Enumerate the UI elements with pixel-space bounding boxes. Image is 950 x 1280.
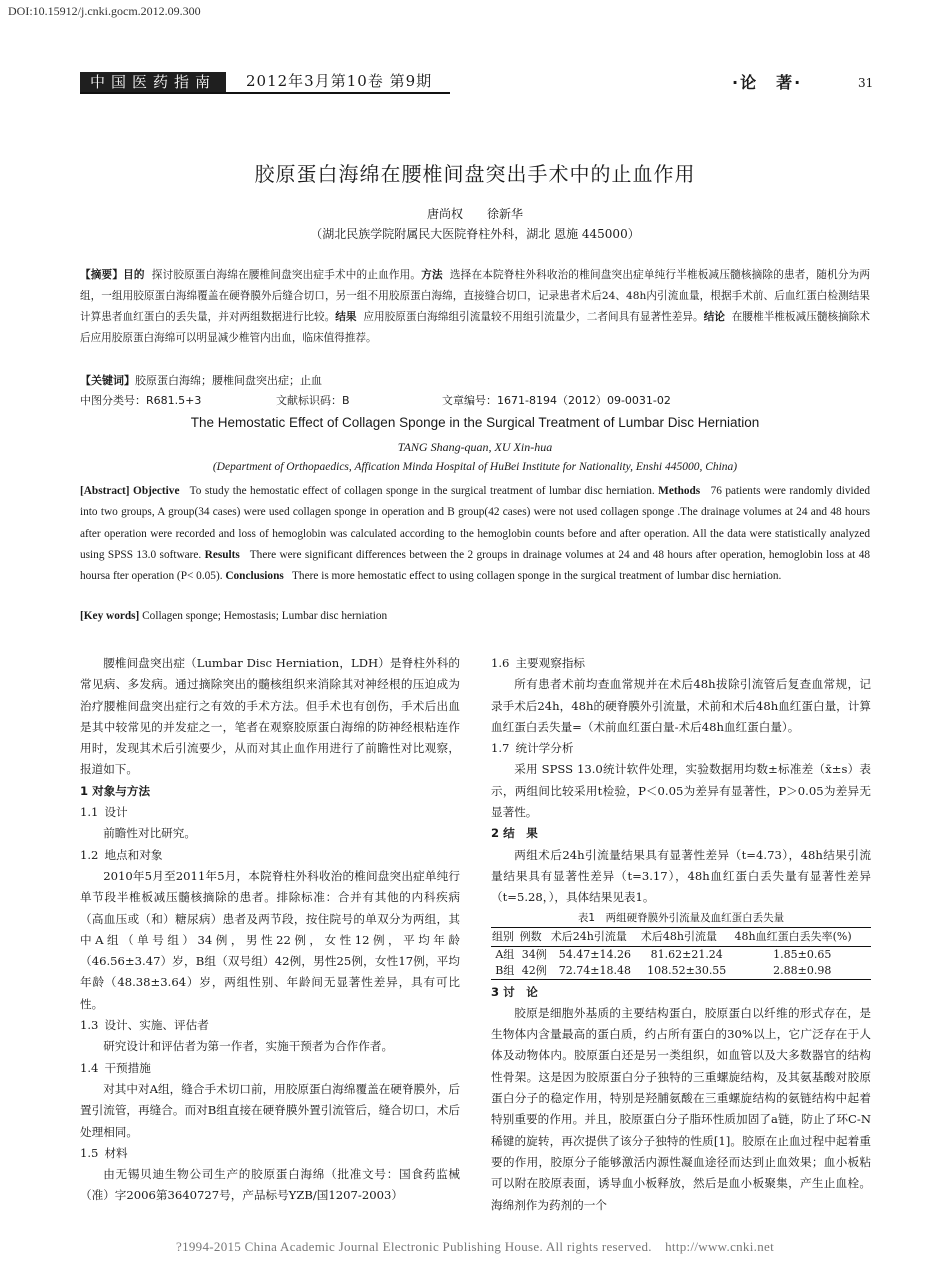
subsection-1-7-heading [491,738,871,759]
copyright-footer: ?1994-2015 China Academic Journal Electronic Publishing House. All rights reserved. http://www.cnki.net [176,1239,774,1254]
affiliation-cn: （湖北民族学院附属民大医院脊柱外科，湖北 恩施 445000） [310,227,640,241]
keywords-en-text: Collagen sponge; Hemostasis; Lumbar disc herniation [142,610,388,622]
keywords-cn-label: 【关键词】 [80,374,135,387]
conclusion-text-en: There is more hemostatic effect to using collagen sponge in the surgical treatment of lumbar disc herniation. [292,570,782,583]
doi: DOI:10.15912/j.cnki.gocm.2012.09.300 [8,4,201,18]
subsection-title: 设计 [104,805,128,820]
subsection-1-5-heading [80,1143,460,1164]
article-title-en: The Hemostatic Effect of Collagen Sponge in the Surgical Treatment of Lumbar Disc Herniation [190,415,760,430]
subsection-title: 地点和对象 [104,847,163,862]
conclusion-label-en: Conclusions [225,570,284,583]
section-1-heading: 1 对象与方法 [80,783,151,798]
table-cell: 72.74±18.48 [550,963,640,980]
subsection-1-6-heading [491,653,871,674]
keywords-cn [80,372,870,390]
journal-name: 中国医药指南 [80,72,226,92]
table-caption: 表1 两组硬脊膜外引流量及血红蛋白丢失量 [577,911,785,924]
keywords-en-label: [Key words] [80,610,140,622]
table-cell: 2.88±0.98 [734,963,871,980]
subsection-1-4-heading [80,1058,460,1079]
conclusion-text: 在腰椎半椎板减压髓核摘除术后应用胶原蛋白海绵可以明显减少椎管内出血，临床值得推荐。 [80,311,871,344]
subsection-1-4-text: 对其中对A组，缝合手术切口前，用胶原蛋白海绵覆盖在硬脊膜外，后置引流管，再缝合。而对B组直接在硬脊膜外置引流管后，缝合切口，术后处理相同。 [80,1081,460,1139]
table-header-cell: 组别 [491,927,519,946]
section-3-text: 胶原是细胞外基质的主要结构蛋白，胶原蛋白以纤维的形式存在，是生物体内含量最高的蛋白质，约占所有蛋白的30%以上，它广泛存在于人体及动物体内。胶原蛋白还是另一类组织，如血管以及大多数器官的结构性骨架。这是因为胶原蛋白分子独特的三重螺旋结构，及其氨基酸对胶原蛋白分子的稳定作用，特别是羟脯氨酸在三重螺旋结构的氨链结构中起着特别重要的作用。并且，胶原蛋白分子脂环性质加固了a链，防止了环C-N稀键的旋转，再次提供了该分子独特的性质[1]。胶原在止血过程中起着重要的作用，胶原分子能够激活内源性凝血途径而达到止血效果；血小板粘可以附在胶原表面，诱导血小板释放，然后是血小板聚集，产生止血栓。海绵剂作为药剂的一个 [491,1005,871,1212]
objective-label-en: Objective [133,485,180,497]
authors-cn: 唐尚权 徐新华 [426,207,523,221]
table-cell: 1.85±0.65 [773,947,832,961]
article-title-cn: 胶原蛋白海绵在腰椎间盘突出手术中的止血作用 [254,162,696,186]
subsection-1-3-heading [80,1015,460,1036]
subsection-title: 材料 [104,1145,128,1160]
results-text-en: There were significant differences between the 2 groups in drainage volumes at 24 and 48 hours after operation, hemoglobin loss at 48 hoursa fter operation (P< 0.05). [80,548,870,583]
subsection-number: 1.3 [80,1018,99,1033]
subsection-1-1-heading [80,802,460,823]
keywords-en [80,607,870,625]
methods-text-en: 76 patients were randomly divided into two groups, A group(34 cases) were used collagen sponge in operation and B group(42 cases) were not used collagen sponge .The drainage volumes at 24 and 48 hours after operation were recorded and loss of hemoglobin was calculated according to the hemoglobin counts before and after operation. All the data were statistically analyzed using SPSS 13.0 software. [80,485,870,561]
table-row [491,946,871,963]
subsection-title: 主要观察指标 [515,656,586,670]
table-cell: 81.62±21.24 [650,947,723,961]
article-number: 文章编号：1671-8194（2012）09-0031-02 [442,394,671,407]
table-cell: B组 [491,963,519,980]
body-right-column [491,653,871,1216]
subsection-number: 1.7 [491,741,510,756]
table-cell: 34例 [521,947,547,961]
objective-text-en: To study the hemostatic effect of collagen sponge in the surgical treatment of lumbar disc herniation. [189,485,655,497]
subsection-1-5-text: 由无锡贝迪生物公司生产的胶原蛋白海绵（批准文号：国食药监械（准）字2006第3640727号，产品标号YZB/国1207-2003） [80,1167,460,1203]
methods-text: 选择在本院脊柱外科收治的椎间盘突出症单纯行半椎板减压髓核摘除的患者，随机分为两组，一组用胶原蛋白海绵覆盖在硬脊膜外后缝合切口，另一组不用胶原蛋白海绵，直接缝合切口，记录患者术后24、48h内引流血量，根据手术前、后血红蛋白检测结果计算患者血红蛋白的丢失量，并对两组数据进行比较。 [80,269,871,323]
results-text: 应用胶原蛋白海绵组引流量较不用组引流量少，二者间具有显著性差异。 [363,311,704,323]
objective-label: 目的 [123,269,145,281]
results-label-en: Results [204,548,240,561]
objective-text: 探讨胶原蛋白海绵在腰椎间盘突出症手术中的止血作用。 [151,269,422,281]
table-header-cell: 例数 [519,927,550,946]
results-table [491,927,871,980]
body-left-column [80,653,460,1207]
subsection-title: 设计、实施、评估者 [104,1018,209,1033]
abstract-cn-label: 【摘要】 [80,269,124,281]
table-row [491,963,871,980]
subsection-number: 1.2 [80,847,99,862]
table-cell: A组 [495,947,515,961]
subsection-number: 1.5 [80,1145,99,1160]
table-cell: 54.47±14.26 [558,947,631,961]
affiliation-en: (Department of Orthopaedics, Affication Minda Hospital of HuBei Institute for Nationality, Enshi 445000, China) [212,461,738,473]
section-label: ·论 著· [732,73,803,92]
subsection-number: 1.1 [80,805,99,820]
subsection-1-6-text: 所有患者术前均查血常规并在术后48h拔除引流管后复查血常规，记录手术后24h，48h的硬脊膜外引流量，术前和术后48h血红蛋白量，计算血红蛋白丢失量=（术前血红蛋白量-术后48h血红蛋白量）。 [491,677,871,734]
subsection-title: 统计学分析 [515,741,574,756]
subsection-1-1-text: 前瞻性对比研究。 [103,826,196,841]
intro-paragraph: 腰椎间盘突出症（Lumbar Disc Herniation，LDH）是脊柱外科的常见病、多发病。通过摘除突出的髓核组织来消除其对神经根的压迫成为治疗腰椎间盘突出症行之有效的手术方法。但手术也有创伤，手术后出血是其中较常见的并发症之一，笔者在观察胶原蛋白海绵的防神经根粘连作用时，发现其术后引流要少，从而对其止血作用进行了前瞻性对比观察，报道如下。 [80,656,460,777]
abstract-en-label: [Abstract] [80,485,130,497]
methods-label-en: Methods [658,485,701,497]
subsection-1-3-text: 研究设计和评估者为第一作者，实施干预者为合作作者。 [103,1039,394,1054]
subsection-1-2-heading [80,845,460,866]
section-3-heading: 3 讨 论 [491,984,538,999]
table-cell: 108.52±30.55 [640,963,734,980]
keywords-cn-text: 胶原蛋白海绵；腰椎间盘突出症；止血 [135,374,322,387]
table-cell: 42例 [519,963,550,980]
page-number: 31 [858,76,874,90]
section-2-text: 两组术后24h引流量结果具有显著性差异（t=4.73），48h结果引流量结果具有显著性差异（t=3.17），48h血红蛋白丢失量有显著性差异（t=5.28，），具体结果见表1。 [491,847,871,905]
methods-label: 方法 [421,269,443,281]
results-label: 结果 [335,311,357,323]
conclusion-label: 结论 [703,311,725,323]
table-header-cell: 术后48h引流量 [640,927,734,946]
authors-en: TANG Shang-quan, XU Xin-hua [397,440,553,454]
abstract-cn [80,265,870,349]
subsection-1-7-text: 采用 SPSS 13.0统计软件处理，实验数据用均数±标准差（x̄±s）表示，两组间比较采用t检验，P＜0.05为差异有显著性，P＞0.05为差异无显著性。 [491,762,871,820]
subsection-title: 干预措施 [104,1060,151,1075]
table-header-cell: 术后24h引流量 [550,927,640,946]
doc-code: 文献标识码：B [276,394,350,407]
table-header-cell: 48h血红蛋白丢失率(%) [734,927,871,946]
abstract-en [80,481,870,587]
subsection-1-2-text: 2010年5月至2011年5月，本院脊柱外科收治的椎间盘突出症单纯行单节段半椎板减压髓核摘除的患者。排除标准：合并有其他的内科疾病（高血压或（和）糖尿病）患者及两节段，按住院号的单双分为两组，其中A组（单号组）34例，男性22例，女性12例，平均年龄（46.56±3.47）岁，B组（双号组）42例，男性25例，女性17例，平均年龄（48.38±3.64）岁，两组性别、年龄间无显著性差异，具有可比性。 [80,868,460,1011]
subsection-number: 1.4 [80,1060,99,1075]
subsection-number: 1.6 [491,656,510,670]
issue-info: 2012年3月第10卷 第9期 [246,72,433,90]
table-header-row [491,927,871,946]
section-2-heading: 2 结 果 [491,826,538,841]
clc-number: 中图分类号：R681.5+3 [80,394,202,407]
